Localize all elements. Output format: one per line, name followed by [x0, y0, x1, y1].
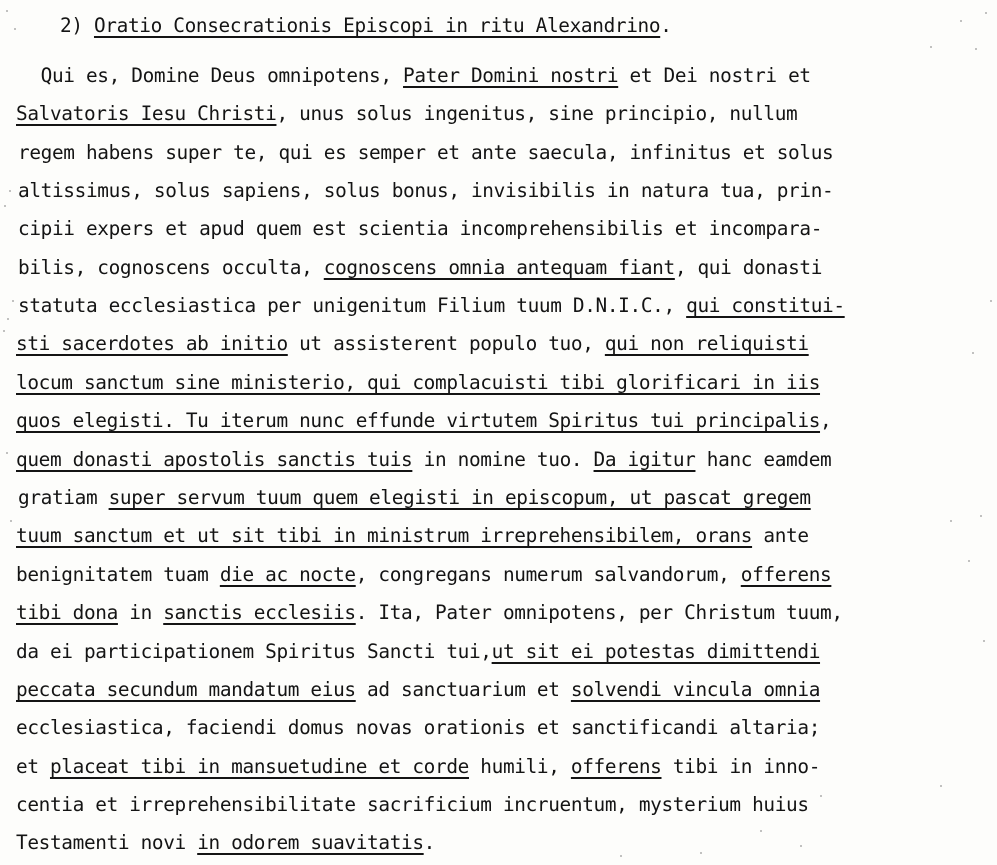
underlined-phrase: placeat tibi in mansuetudine et corde: [49, 755, 469, 778]
scan-speck: [14, 28, 16, 30]
scan-speck: [7, 318, 9, 320]
underlined-phrase: sanctis ecclesiis: [163, 601, 356, 624]
underlined-phrase: tibi dona: [16, 601, 118, 624]
text-line: [16, 716, 820, 740]
underlined-phrase: sti sacerdotes ab initio: [16, 332, 288, 355]
text-segment: ,: [820, 409, 832, 432]
underlined-phrase: Da igitur: [593, 448, 696, 471]
underlined-phrase: Pater Domini nostri: [403, 64, 619, 87]
scan-speck: [4, 205, 6, 207]
underlined-phrase: die ac nocte: [219, 563, 356, 586]
text-segment: cipii expers et apud quem est scientia incomprehensibilis et incompara-: [18, 217, 823, 240]
text-segment: et Dei nostri et: [618, 64, 811, 87]
underlined-phrase: quem donasti apostolis sanctis tuis: [16, 448, 413, 471]
heading-number: 2): [60, 14, 94, 37]
text-segment: , congregans numerum salvandorum,: [355, 563, 741, 586]
text-segment: ante: [752, 524, 809, 547]
text-segment: in nomine tuo.: [412, 448, 594, 471]
text-segment: statuta ecclesiastica per unigenitum Filium tuum D.N.I.C.,: [18, 294, 687, 317]
text-line: [16, 640, 820, 664]
scan-speck: [950, 520, 952, 522]
text-segment: bilis, cognoscens occulta,: [18, 256, 324, 279]
underlined-phrase: offerens: [570, 755, 662, 778]
text-segment: .: [423, 831, 435, 854]
text-segment: Qui es, Domine Deus omnipotens,: [18, 64, 404, 87]
text-line: [16, 448, 831, 472]
text-line: [16, 102, 797, 126]
scan-speck: [700, 852, 702, 854]
underlined-phrase: locum sanctum sine ministerio, qui complacuisti tibi glorificari in iis: [16, 371, 821, 394]
text-line: [18, 179, 833, 203]
section-heading: [60, 14, 672, 37]
text-line: [18, 256, 822, 280]
text-segment: ecclesiastica, faciendi domus novas orationis et sanctificandi altaria;: [16, 716, 821, 739]
underlined-phrase: peccata secundum mandatum eius: [16, 678, 356, 701]
text-segment: centia et irreprehensibilitate sacrificium incruentum, mysterium huius: [16, 793, 809, 816]
text-line: [18, 294, 845, 318]
text-segment: tibi in inno-: [661, 755, 821, 778]
text-segment: altissimus, solus sapiens, solus bonus, invisibilis in natura tua, prin-: [18, 179, 834, 202]
text-line: [18, 64, 811, 88]
text-segment: , qui donasti: [674, 256, 823, 279]
text-segment: et: [16, 755, 50, 778]
text-line: [16, 678, 820, 702]
underlined-phrase: qui constitui-: [686, 294, 845, 317]
underlined-phrase: in odorem suavitatis: [197, 831, 424, 854]
text-segment: humili,: [468, 755, 571, 778]
underlined-phrase: quos elegisti. Tu iterum nunc effunde virtutem Spiritus tui principalis: [16, 409, 821, 432]
underlined-phrase: offerens: [740, 563, 832, 586]
text-line: [18, 486, 811, 510]
scan-speck: [6, 10, 8, 12]
text-segment: in: [117, 601, 164, 624]
scan-speck: [10, 520, 12, 522]
heading-period: .: [660, 14, 672, 37]
scan-speck: [960, 20, 962, 22]
scan-speck: [972, 352, 974, 354]
scan-speck: [820, 795, 822, 797]
scan-speck: [760, 830, 762, 832]
scan-speck: [985, 12, 987, 14]
underlined-phrase: ut sit ei potestas dimittendi: [491, 640, 821, 663]
scan-speck: [3, 330, 5, 332]
scan-speck: [968, 560, 970, 562]
text-line: [16, 409, 831, 433]
underlined-phrase: qui non reliquisti: [604, 332, 809, 355]
scan-speck: [620, 855, 622, 857]
text-segment: ad sanctuarium et: [355, 678, 571, 701]
text-line: [16, 755, 820, 779]
text-line: [16, 831, 435, 855]
text-segment: gratiam: [18, 486, 109, 509]
text-segment: benignitatem tuam: [16, 563, 220, 586]
underlined-phrase: solvendi vincula omnia: [570, 678, 821, 701]
underlined-phrase: Salvatoris Iesu Christi: [16, 102, 277, 125]
heading-title: Oratio Consecrationis Episcopi in ritu Alexandrino: [93, 14, 661, 37]
scan-speck: [975, 48, 977, 50]
underlined-phrase: cognoscens omnia antequam fiant: [323, 256, 675, 279]
scan-speck: [983, 640, 985, 642]
text-segment: hanc eamdem: [695, 448, 832, 471]
scan-speck: [930, 46, 932, 48]
scan-speck: [990, 300, 992, 302]
text-line: [16, 332, 809, 356]
text-line: [16, 371, 820, 395]
text-line: [16, 601, 843, 625]
text-segment: da ei participationem Spiritus Sancti tui,: [16, 640, 492, 663]
text-segment: . Ita, Pater omnipotens, per Christum tuum,: [355, 601, 843, 624]
text-line: [18, 141, 833, 165]
underlined-phrase: super servum tuum quem elegisti in episcopum, ut pascat gregem: [108, 486, 811, 509]
text-line: [18, 217, 822, 241]
text-line: [16, 563, 831, 587]
scan-speck: [6, 452, 8, 454]
text-segment: regem habens super te, qui es semper et ante saecula, infinitus et solus: [18, 141, 834, 164]
scan-speck: [9, 190, 11, 192]
text-segment: ut assisterent populo tuo,: [287, 332, 605, 355]
text-line: [16, 793, 809, 817]
scan-speck: [800, 845, 802, 847]
scan-speck: [940, 785, 942, 787]
scan-speck: [980, 515, 982, 517]
text-line: [16, 524, 809, 548]
underlined-phrase: tuum sanctum et ut sit tibi in ministrum irreprehensibilem, orans: [16, 524, 753, 547]
text-segment: Testamenti novi: [16, 831, 198, 854]
text-segment: , unus solus ingenitus, sine principio, nullum: [276, 102, 798, 125]
scan-speck: [12, 300, 14, 302]
